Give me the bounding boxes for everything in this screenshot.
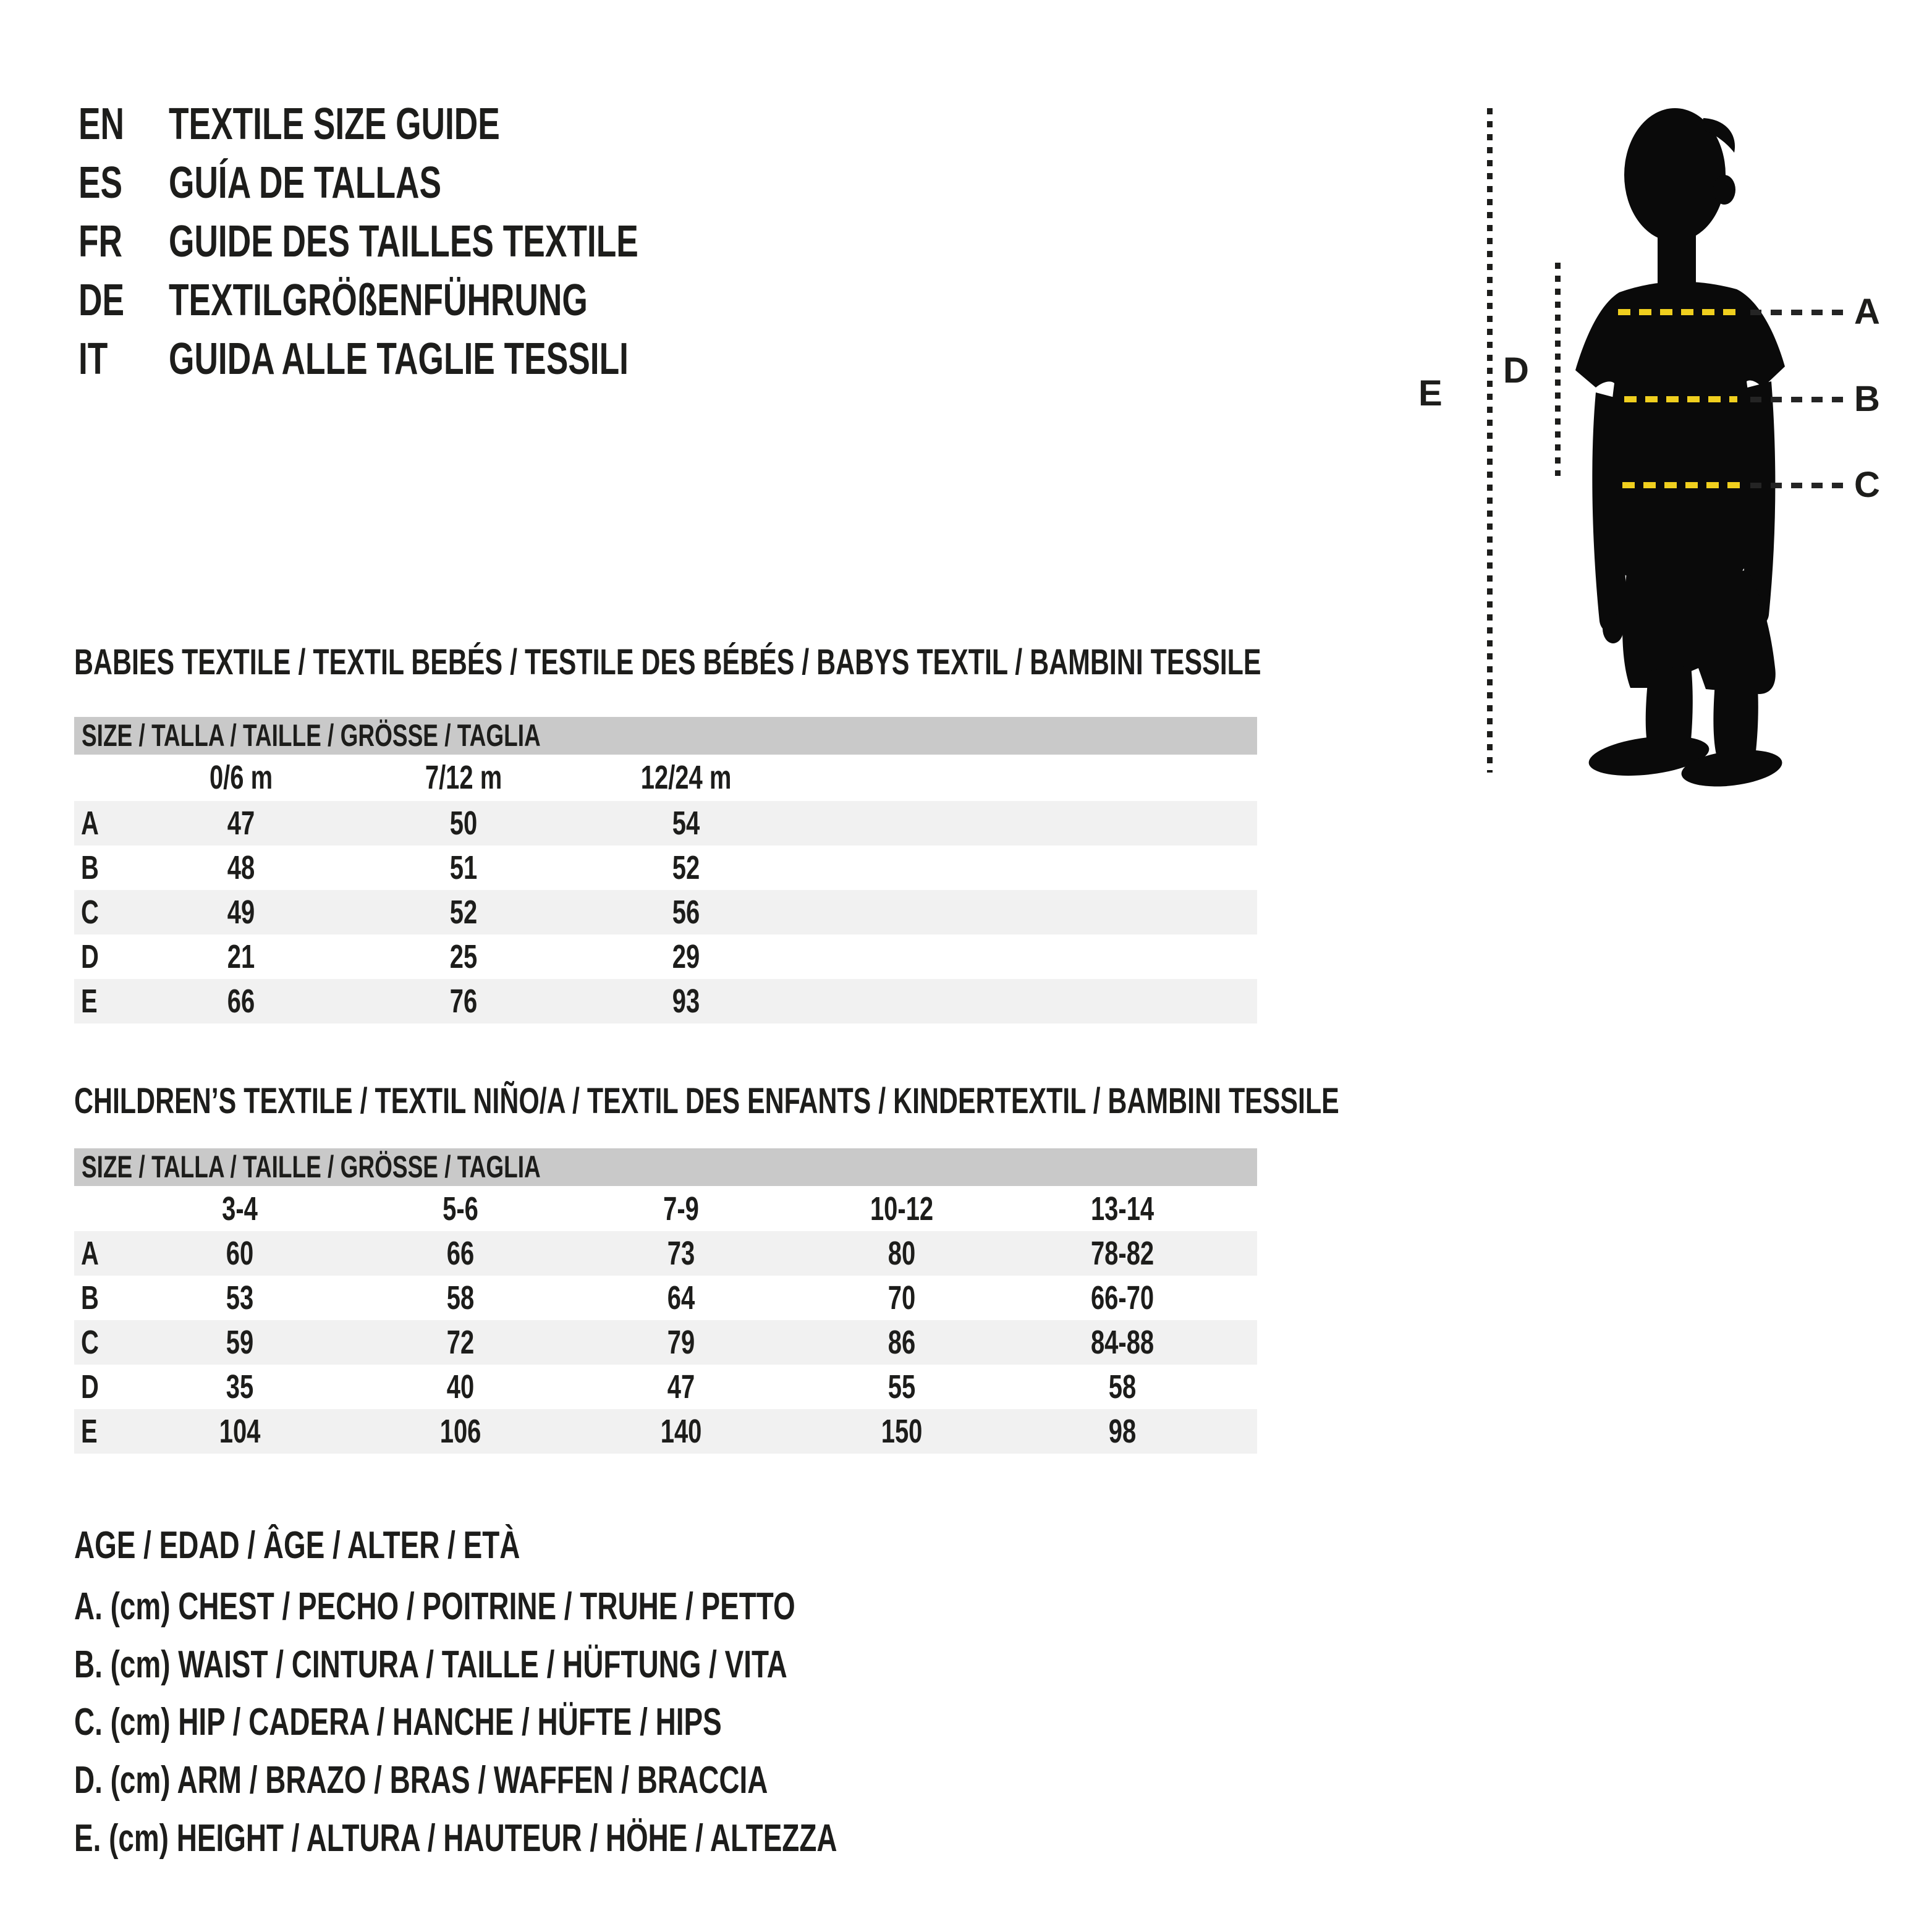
chest-leader-line-a	[1750, 310, 1843, 315]
language-header	[74, 95, 1063, 389]
col-header: 7/12 m	[425, 759, 502, 796]
col-header: 13-14	[1091, 1190, 1155, 1227]
lang-row-fr	[74, 213, 1063, 271]
col-header: 12/24 m	[640, 759, 732, 796]
babies-size-header-bar: SIZE / TALLA / TAILLE / GRÖSSE / TAGLIA	[74, 717, 1257, 755]
chest-dash-line-a	[1618, 309, 1742, 315]
babies-section-title: BABIES TEXTILE / TEXTIL BEBÉS / TESTILE DES BÉBÉS / BABYS TEXTIL / BAMBINI TESSILE	[74, 642, 1261, 682]
lang-code: ES	[78, 158, 123, 208]
hip-leader-line-c	[1750, 483, 1843, 488]
col-header: 0/6 m	[209, 759, 273, 796]
table-row: C 49 52 56	[74, 890, 1257, 934]
children-section-title: CHILDREN’S TEXTILE / TEXTIL NIÑO/A / TEXTIL DES ENFANTS / KINDERTEXTIL / BAMBINI TESSILE	[74, 1081, 1339, 1121]
table-row: D 21 25 29	[81, 938, 700, 975]
col-header: 10-12	[870, 1190, 934, 1227]
lang-title: GUIDA ALLE TAGLIE TESSILI	[169, 334, 629, 384]
children-size-header-bar: SIZE / TALLA / TAILLE / GRÖSSE / TAGLIA	[74, 1148, 1257, 1186]
table-row: E 66 76 93	[74, 979, 1257, 1023]
lang-row-it	[74, 330, 1063, 389]
child-silhouette-icon	[1557, 102, 1817, 788]
legend-item-waist: B. (cm) WAIST / CINTURA / TAILLE / HÜFTUNG / VITA	[74, 1643, 787, 1686]
waist-dash-line-b	[1624, 396, 1737, 402]
legend-item-arm: D. (cm) ARM / BRAZO / BRAS / WAFFEN / BRACCIA	[74, 1759, 768, 1802]
lang-title: TEXTILE SIZE GUIDE	[169, 100, 500, 149]
lang-title: GUIDE DES TAILLES TEXTILE	[169, 217, 638, 266]
lang-row-en	[74, 95, 1063, 154]
col-header: 7-9	[663, 1190, 700, 1227]
table-row: D 35 40 47 55 58	[81, 1368, 1137, 1405]
lang-code: DE	[78, 276, 125, 325]
table-row: A 60 66 73 80 78-82	[74, 1231, 1257, 1276]
babies-column-headers	[74, 755, 1257, 800]
lang-code: EN	[78, 100, 125, 149]
legend-age-line: AGE / EDAD / ÂGE / ALTER / ETÀ	[74, 1524, 520, 1567]
table-row: B 48 51 52	[81, 849, 700, 886]
table-row: B 53 58 64 70 66-70	[81, 1279, 1155, 1316]
lang-code: IT	[78, 334, 108, 384]
measure-label-a: A	[1854, 292, 1880, 332]
measure-label-b: B	[1854, 379, 1880, 419]
table-row: A 47 50 54	[74, 801, 1257, 845]
measure-label-e: E	[1418, 373, 1443, 413]
col-header: 5-6	[443, 1190, 479, 1227]
measure-label-d: D	[1503, 350, 1529, 391]
legend-item-height: E. (cm) HEIGHT / ALTURA / HAUTEUR / HÖHE / ALTEZZA	[74, 1817, 837, 1860]
table-row: C 59 72 79 86 84-88	[74, 1320, 1257, 1365]
hip-dash-line-c	[1622, 482, 1746, 488]
measure-label-c: C	[1854, 465, 1880, 505]
col-header: 3-4	[222, 1190, 258, 1227]
table-row: E 104 106 140 150 98	[74, 1409, 1257, 1454]
lang-title: GUÍA DE TALLAS	[169, 158, 442, 208]
lang-code: FR	[78, 217, 123, 266]
children-column-headers	[74, 1186, 1257, 1232]
lang-title: TEXTILGRÖßENFÜHRUNG	[169, 276, 588, 325]
legend-item-hip: C. (cm) HIP / CADERA / HANCHE / HÜFTE / HIPS	[74, 1701, 722, 1743]
waist-leader-line-b	[1750, 397, 1843, 402]
lang-row-es	[74, 154, 1063, 213]
lang-row-de	[74, 271, 1063, 330]
legend-item-chest: A. (cm) CHEST / PECHO / POITRINE / TRUHE / PETTO	[74, 1585, 795, 1628]
